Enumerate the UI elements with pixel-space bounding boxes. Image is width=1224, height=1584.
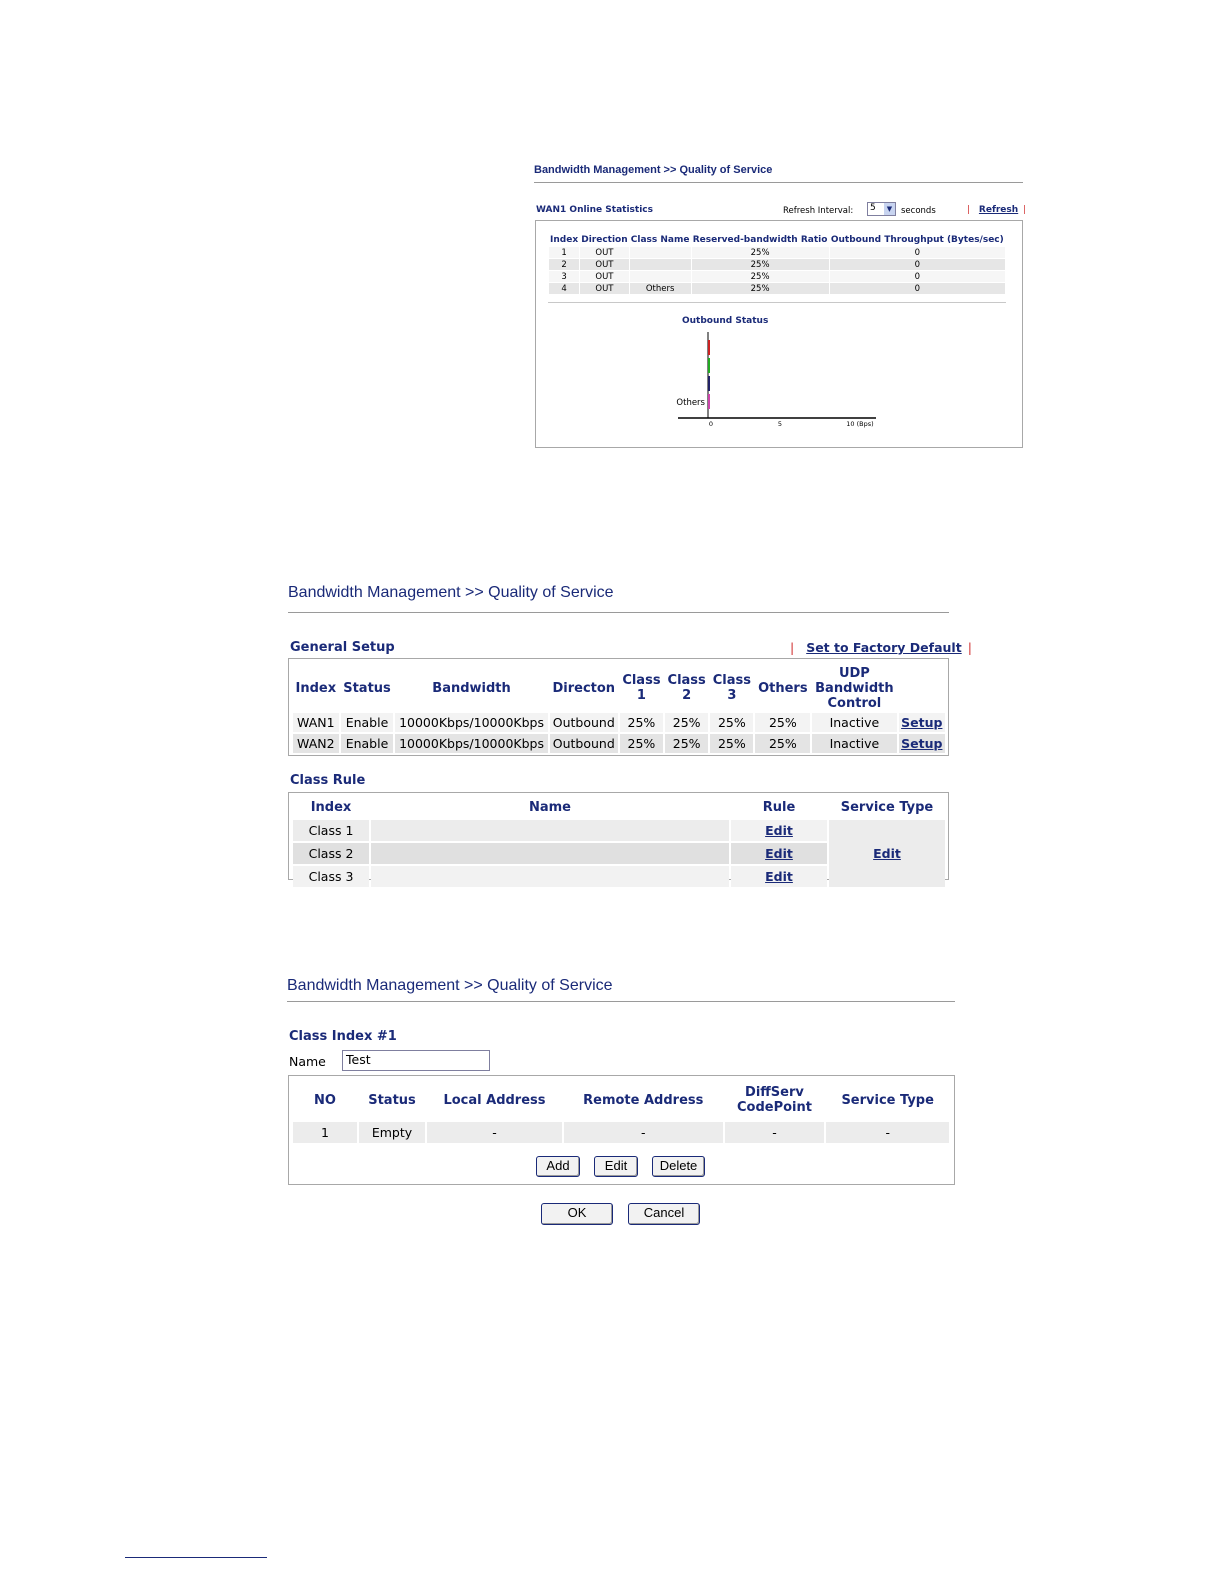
header-direction: Direction bbox=[581, 235, 628, 245]
table-row bbox=[549, 247, 1005, 258]
cell-direction: OUT bbox=[580, 271, 629, 282]
header-class3-line2: 3 bbox=[727, 688, 737, 703]
class-rule-title: Class Rule bbox=[290, 773, 366, 788]
cell-rule bbox=[731, 843, 827, 864]
cell-bandwidth: 10000Kbps/10000Kbps bbox=[395, 713, 547, 732]
cell-udp: Inactive bbox=[812, 713, 896, 732]
page-title: Bandwidth Management >> Quality of Service bbox=[288, 584, 614, 601]
edit-service-type-link[interactable]: Edit bbox=[873, 846, 901, 861]
separator: | bbox=[790, 640, 795, 655]
cell-direction: OUT bbox=[580, 247, 629, 258]
bar-class-2 bbox=[708, 358, 710, 373]
cell-no: 1 bbox=[293, 1122, 357, 1143]
cell-setup bbox=[899, 734, 945, 753]
cell-ratio: 25% bbox=[692, 271, 829, 282]
header-bandwidth: Bandwidth bbox=[432, 680, 511, 696]
name-input[interactable] bbox=[342, 1050, 490, 1071]
cell-direction: OUT bbox=[580, 283, 629, 294]
header-class1-line2: 1 bbox=[636, 688, 646, 703]
cell-rule bbox=[731, 820, 827, 841]
cell-class-name bbox=[630, 271, 691, 282]
cell-class-name bbox=[630, 247, 691, 258]
cell-status: Empty bbox=[359, 1122, 425, 1143]
set-factory-default-link[interactable]: Set to Factory Default bbox=[806, 640, 962, 655]
cell-index: Class 3 bbox=[293, 866, 369, 887]
general-setup-table bbox=[291, 663, 947, 755]
cell-throughput: 0 bbox=[830, 259, 1005, 270]
cell-ratio: 25% bbox=[692, 283, 829, 294]
cell-direction: Outbound bbox=[550, 734, 618, 753]
cell-service-type bbox=[829, 820, 945, 887]
separator: | bbox=[1023, 205, 1027, 215]
refresh-interval-label: Refresh Interval: bbox=[783, 206, 854, 216]
header-local-address: Local Address bbox=[443, 1092, 546, 1108]
table-header bbox=[293, 665, 945, 711]
header-class-name: Class Name bbox=[630, 235, 690, 245]
cell-bandwidth: 10000Kbps/10000Kbps bbox=[395, 734, 547, 753]
outbound-status-chart bbox=[660, 328, 900, 432]
delete-button[interactable]: Delete bbox=[652, 1156, 705, 1177]
cell-remote-address: - bbox=[564, 1122, 723, 1143]
cell-status: Enable bbox=[341, 734, 394, 753]
refresh-links bbox=[967, 205, 1026, 215]
statistics-table bbox=[548, 233, 1006, 295]
cell-name bbox=[371, 866, 729, 887]
separator: | bbox=[967, 205, 971, 215]
general-setup-title: General Setup bbox=[290, 640, 395, 655]
refresh-interval-value: 5 bbox=[870, 203, 876, 213]
category-label: Others bbox=[676, 398, 705, 408]
class-index-title: Class Index #1 bbox=[289, 1029, 397, 1044]
header-diffserv-line1: DiffServ bbox=[745, 1085, 804, 1100]
refresh-interval-select[interactable] bbox=[867, 202, 896, 216]
chart-divider bbox=[548, 302, 1006, 303]
cell-throughput: 0 bbox=[830, 247, 1005, 258]
title-divider bbox=[288, 612, 949, 613]
bar-others bbox=[708, 394, 710, 409]
cell-index: 2 bbox=[549, 259, 579, 270]
x-tick-label: 5 bbox=[777, 420, 783, 428]
header-service-type: Service Type bbox=[840, 799, 934, 815]
x-tick-label: 10 (Bps) bbox=[846, 420, 874, 428]
cell-udp: Inactive bbox=[812, 734, 896, 753]
header-class3-line1: Class bbox=[712, 673, 751, 688]
cell-class2: 25% bbox=[665, 734, 708, 753]
cell-ratio: 25% bbox=[692, 259, 829, 270]
header-udp-line2: Bandwidth bbox=[815, 680, 894, 696]
header-udp-bandwidth-control bbox=[812, 665, 896, 711]
x-tick-label: 0 bbox=[708, 420, 714, 428]
header-service-type: Service Type bbox=[841, 1092, 934, 1108]
bar-class-3 bbox=[708, 376, 710, 391]
header-index: Index bbox=[310, 799, 352, 815]
header-diffserv-codepoint bbox=[725, 1080, 825, 1120]
header-others: Others bbox=[758, 680, 808, 696]
footnote-divider bbox=[125, 1557, 267, 1558]
header-status: Status bbox=[368, 1092, 416, 1108]
table-row bbox=[549, 259, 1005, 270]
cell-class3: 25% bbox=[710, 734, 753, 753]
setup-link-wan1[interactable]: Setup bbox=[901, 715, 943, 730]
header-direction: Directon bbox=[552, 680, 616, 696]
cell-rule bbox=[731, 866, 827, 887]
table-header bbox=[293, 796, 945, 818]
add-button[interactable]: Add bbox=[536, 1156, 580, 1177]
table-header bbox=[549, 234, 1005, 246]
cell-ratio: 25% bbox=[692, 247, 829, 258]
ok-button[interactable]: OK bbox=[541, 1203, 613, 1225]
title-divider bbox=[287, 1001, 955, 1002]
header-no: NO bbox=[314, 1092, 336, 1108]
header-class1-line1: Class bbox=[622, 673, 661, 688]
name-input-value: Test bbox=[346, 1052, 371, 1067]
page-title: Bandwidth Management >> Quality of Service bbox=[287, 977, 613, 994]
cell-direction: OUT bbox=[580, 259, 629, 270]
cell-index: 3 bbox=[549, 271, 579, 282]
edit-rule-link-class2[interactable]: Edit bbox=[765, 846, 793, 861]
cancel-button[interactable]: Cancel bbox=[628, 1203, 700, 1225]
edit-rule-link-class1[interactable]: Edit bbox=[765, 823, 793, 838]
cell-index: WAN1 bbox=[293, 713, 339, 732]
header-class3 bbox=[710, 665, 753, 711]
refresh-link[interactable]: Refresh bbox=[978, 205, 1019, 215]
header-remote-address: Remote Address bbox=[583, 1092, 704, 1108]
header-class2-line1: Class bbox=[667, 673, 706, 688]
header-udp-line1: UDP bbox=[838, 665, 870, 681]
header-class1 bbox=[620, 665, 663, 711]
header-class2-line2: 2 bbox=[682, 688, 692, 703]
header-setup bbox=[899, 665, 945, 711]
cell-others: 25% bbox=[755, 734, 810, 753]
title-divider bbox=[534, 182, 1023, 183]
cell-class1: 25% bbox=[620, 713, 663, 732]
cell-class-name bbox=[630, 259, 691, 270]
table-row bbox=[293, 713, 945, 732]
header-udp-line3: Control bbox=[827, 695, 882, 711]
cell-class-name: Others bbox=[630, 283, 691, 294]
cell-others: 25% bbox=[755, 713, 810, 732]
cell-setup bbox=[899, 713, 945, 732]
name-label: Name bbox=[289, 1054, 326, 1069]
header-diffserv-line2: CodePoint bbox=[736, 1100, 812, 1115]
page-title: Bandwidth Management >> Quality of Service bbox=[534, 164, 773, 176]
cell-diffserv: - bbox=[725, 1122, 825, 1143]
edit-button[interactable]: Edit bbox=[594, 1156, 638, 1177]
table-row bbox=[549, 283, 1005, 294]
cell-name bbox=[371, 843, 729, 864]
header-name: Name bbox=[528, 799, 571, 815]
cell-index: Class 1 bbox=[293, 820, 369, 841]
cell-throughput: 0 bbox=[830, 271, 1005, 282]
factory-default-links bbox=[790, 640, 972, 655]
header-class2 bbox=[665, 665, 708, 711]
cell-class1: 25% bbox=[620, 734, 663, 753]
cell-index: WAN2 bbox=[293, 734, 339, 753]
cell-local-address: - bbox=[427, 1122, 562, 1143]
separator: | bbox=[967, 640, 972, 655]
edit-rule-link-class3[interactable]: Edit bbox=[765, 869, 793, 884]
seconds-label: seconds bbox=[901, 206, 936, 216]
cell-class2: 25% bbox=[665, 713, 708, 732]
header-ratio: Reserved-bandwidth Ratio bbox=[692, 235, 828, 245]
class-index-table bbox=[291, 1078, 951, 1145]
class-rule-table bbox=[291, 794, 947, 889]
table-row bbox=[293, 1122, 949, 1143]
cell-class3: 25% bbox=[710, 713, 753, 732]
section-title: WAN1 Online Statistics bbox=[536, 205, 653, 215]
table-row bbox=[549, 271, 1005, 282]
header-index: Index bbox=[550, 235, 579, 245]
header-status: Status bbox=[343, 680, 391, 696]
cell-throughput: 0 bbox=[830, 283, 1005, 294]
cell-name bbox=[371, 820, 729, 841]
chevron-down-icon[interactable]: ▼ bbox=[884, 203, 895, 215]
cell-direction: Outbound bbox=[550, 713, 618, 732]
chart-title: Outbound Status bbox=[682, 316, 769, 326]
header-rule: Rule bbox=[762, 799, 796, 815]
cell-index: Class 2 bbox=[293, 843, 369, 864]
cell-index: 1 bbox=[549, 247, 579, 258]
setup-link-wan2[interactable]: Setup bbox=[901, 736, 943, 751]
cell-status: Enable bbox=[341, 713, 394, 732]
cell-service-type: - bbox=[826, 1122, 949, 1143]
header-throughput: Outbound Throughput (Bytes/sec) bbox=[830, 235, 1004, 245]
header-index: Index bbox=[295, 680, 337, 696]
cell-index: 4 bbox=[549, 283, 579, 294]
table-row bbox=[293, 734, 945, 753]
table-header bbox=[293, 1080, 949, 1120]
bar-class-1 bbox=[708, 340, 710, 355]
table-row bbox=[293, 820, 945, 841]
